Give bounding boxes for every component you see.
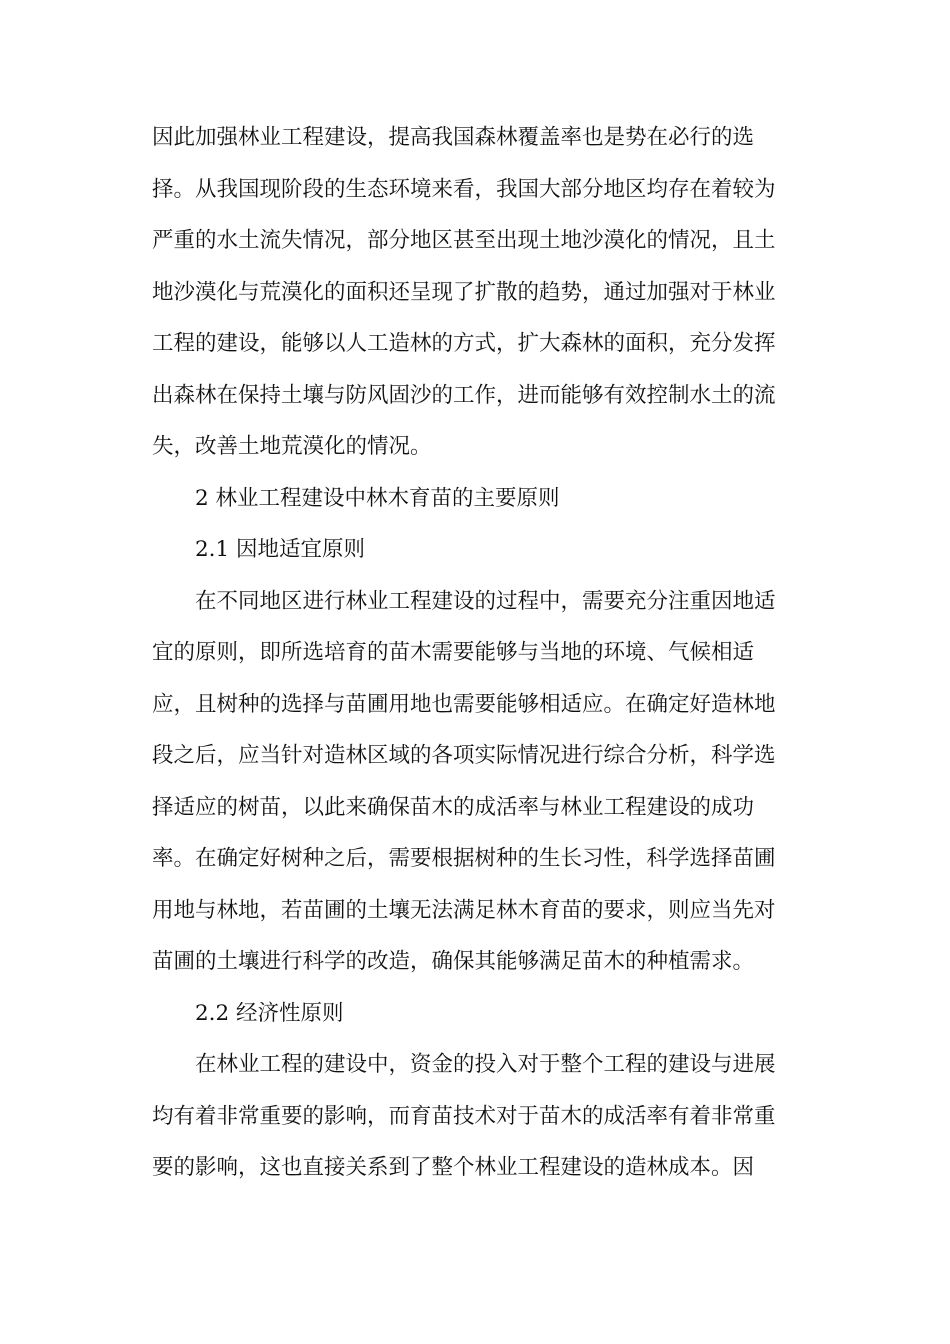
text-line: 应，且树种的选择与苗圃用地也需要能够相适应。在确定好造林地 [152,691,776,717]
text-line: 要的影响，这也直接关系到了整个林业工程建设的造林成本。因 [152,1155,755,1180]
document-body [152,112,802,1194]
text-line: 择适应的树苗，以此来确保苗木的成活率与林业工程建设的成功 [152,794,755,820]
text-line: 严重的水土流失情况，部分地区甚至出现土地沙漠化的情况，且土 [152,228,776,253]
text-line: 因此加强林业工程建设，提高我国森林覆盖率也是势在必行的选 [152,125,755,150]
text-line: 出森林在保持土壤与防风固沙的工作，进而能够有效控制水土的流 [152,382,776,408]
text-line: 均有着非常重要的影响，而育苗技术对于苗木的成活率有着非常重 [152,1103,776,1129]
subsection-heading: 2.1 因地适宜原则 [195,537,366,562]
text-line: 择。从我国现阶段的生态环境来看，我国大部分地区均存在着较为 [152,176,776,202]
section-heading: 2 林业工程建设中林木育苗的主要原则 [195,485,560,511]
subsection-heading: 2.2 经济性原则 [195,1000,344,1026]
text-line: 地沙漠化与荒漠化的面积还呈现了扩散的趋势，通过加强对于林业 [152,279,776,305]
text-line: 失，改善土地荒漠化的情况。 [152,434,432,459]
text-line: 苗圃的土壤进行科学的改造，确保其能够满足苗木的种植需求。 [152,949,755,974]
paragraph-first-line: 在不同地区进行林业工程建设的过程中，需要充分注重因地适 [195,588,776,614]
text-line: 率。在确定好树种之后，需要根据树种的生长习性，科学选择苗圃 [152,846,776,871]
text-line: 工程的建设，能够以人工造林的方式，扩大森林的面积，充分发挥 [152,331,776,356]
text-line: 段之后，应当针对造林区域的各项实际情况进行综合分析，科学选 [152,743,776,768]
text-line: 用地与林地，若苗圃的土壤无法满足林木育苗的要求，则应当先对 [152,897,776,923]
paragraph-first-line: 在林业工程的建设中，资金的投入对于整个工程的建设与进展 [195,1052,776,1077]
text-line: 宜的原则，即所选培育的苗木需要能够与当地的环境、气候相适 [152,640,755,665]
